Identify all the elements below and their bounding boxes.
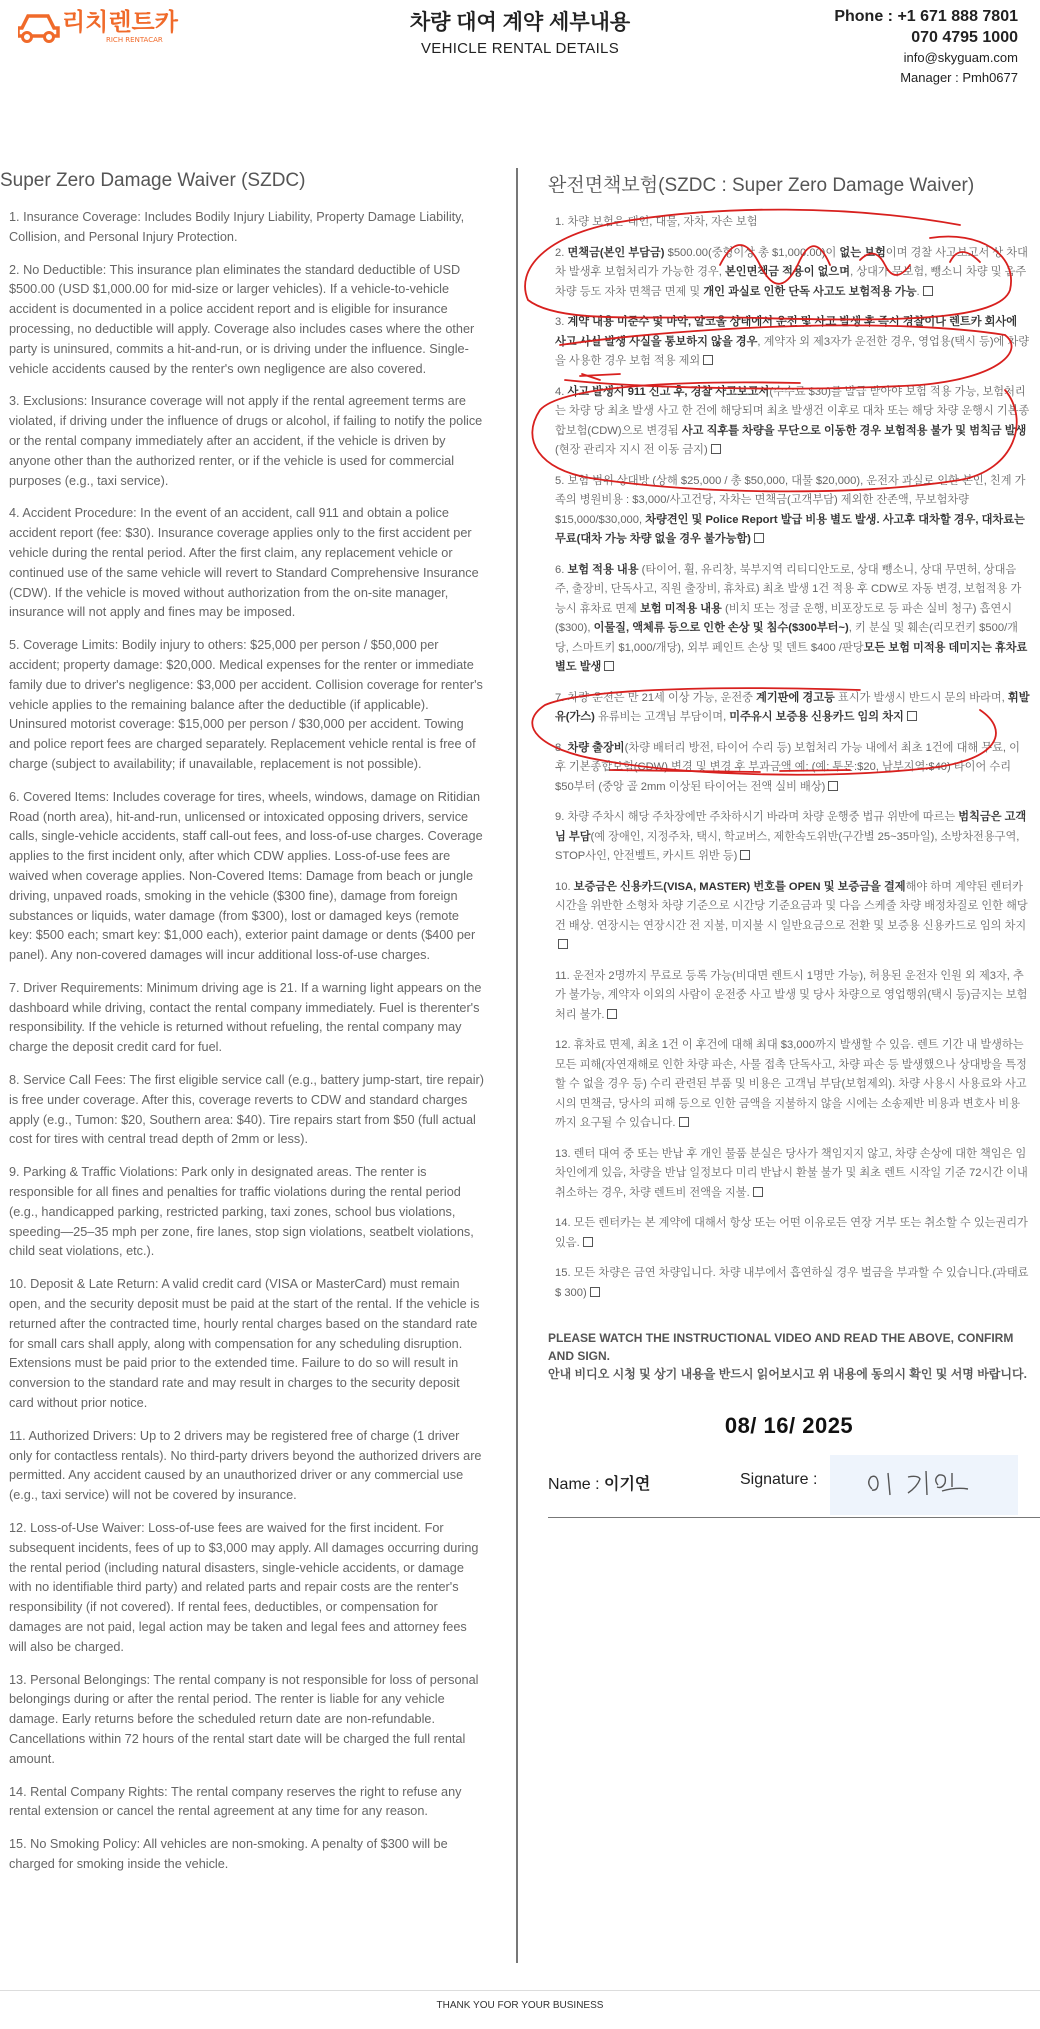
korean-term-12: 12. 휴차료 면제, 최초 1건 이 후건에 대해 최대 $3,000까지 발생할 수 있음. 렌트 기간 내 발생하는 모든 피해(자연재해로 인한 차량 파손, 사물 접촉 단독사고, 차량 파손 등 발생했으나 상대방을 특정할 수 없을 경우 등) 수리 관련된 부품 및 비용은 고객님 부담(보험제외). 차량 사용시 사용료와 사고시의 면책금, 당사의 피해 등으로 인한 금액을 지불하지 않을 시에는 소송제반 비용과 변호사 비용까지 요구될 수 있습니다.: [555, 1039, 1027, 1129]
english-terms-list: [0, 208, 484, 1875]
manager-id: Manager : Pmh0677: [900, 70, 1018, 85]
agree-checkbox[interactable]: [607, 1009, 617, 1019]
instruction-notice-english: PLEASE WATCH THE INSTRUCTIONAL VIDEO AND READ THE ABOVE, CONFIRM AND SIGN.: [548, 1331, 1014, 1363]
document-subtitle: VEHICLE RENTAL DETAILS: [420, 40, 620, 57]
agree-checkbox[interactable]: [907, 711, 917, 721]
agree-checkbox[interactable]: [754, 533, 764, 543]
contact-email: info@skyguam.com: [903, 50, 1018, 65]
signature-underline: [548, 1517, 1040, 1518]
column-divider: [516, 168, 518, 1963]
english-term-8: 8. Service Call Fees: The first eligible service call (e.g., battery jump-start, tire repair) is free under coverage. After this, coverage reverts to CDW and standard charges apply (e.g., Tumon: $20, Southern area: $40). Tire repairs start from $50 (full actual cost for tires with central tread depth of 2mm or less).: [9, 1073, 485, 1147]
name-label: Name :: [548, 1476, 605, 1493]
english-term-11: 11. Authorized Drivers: Up to 2 drivers may be registered free of charge (1 driver only for contactless rentals). No third-party drivers beyond the authorized drivers are permitted. Any accident caused by an unauthorized driver or any commercial use (e.g., taxi service) will not be covered by insurance.: [9, 1428, 482, 1503]
english-term-5: 5. Coverage Limits: Bodily injury to others: $25,000 per person / $50,000 per accident; property damage: $20,000. Medical expenses for the renter or immediate family due to driver's negligence: $3,000 per accident. Collision coverage for renter's vehicle applies to the remaining balance after the deductible (if applicable). Uninsured motorist coverage: $15,000 per person / $30,000 per accident. Towing and police report fees are charged separately. Replacement vehicle rental is free of charge (subject to availability; if unavailable, replacement is not possible).: [9, 638, 483, 771]
contact-block: [834, 6, 1018, 88]
footer-divider: [0, 1990, 1040, 1991]
korean-section-title: 완전면책보험(SZDC : Super Zero Damage Waiver): [548, 175, 975, 196]
name-field[interactable]: [548, 1471, 650, 1494]
agree-checkbox[interactable]: [583, 1237, 593, 1247]
logo-subtext: RICH RENTACAR: [106, 36, 163, 44]
contract-date[interactable]: 08/ 16/ 2025: [724, 1413, 854, 1438]
korean-term-1: 1. 차량 보험은 대인, 대물, 자차, 자손 보험: [555, 216, 758, 228]
agree-checkbox[interactable]: [703, 355, 713, 365]
korean-term-13: 13. 렌터 대여 중 또는 반납 후 개인 물품 분실은 당사가 책임지지 않고, 차량 손상에 대한 책임은 임차인에게 있음, 차량을 반납 일정보다 미리 반납시 환불 불가 및 최초 렌트 시작일 기준 72시간 이내 취소하는 경우, 차량 렌트비 전액을 지불.: [555, 1147, 1028, 1199]
agree-checkbox[interactable]: [590, 1287, 600, 1297]
agree-checkbox[interactable]: [604, 661, 614, 671]
signature-row: [548, 1455, 1030, 1519]
korean-term-11: 11. 운전자 2명까지 무료로 등록 가능(비대면 렌트시 1명만 가능), 허용된 운전자 인원 외 제3자, 추가 불가능, 계약자 이외의 사람이 운전중 사고 발생 및 당사 차량으로 영업행위(택시 등)금지는 보험 처리 불가.: [555, 969, 1028, 1021]
english-term-6: 6. Covered Items: Includes coverage for tires, wheels, windows, damage on Ritidian Road (north area), hit-and-run, unlicensed or intoxicated opposing drivers, service calls, single-vehicle accidents, staff call-out fees, and loss-of-use charges. Coverage applies to the first incident only, after which CDW applies. Loss-of-use fees are waived when coverage applies. Non-Covered Items: Damage from beach or jungle driving, unpaved roads, smoking in the vehicle ($300 fine), damage from foreign substances or liquids, water damage (from $300), lost or damaged keys (remote key: $500 each; smart key: $1,000 each), exterior paint damage or dents ($400 per panel). Any non-covered damages will incur additional loss-of-use charges.: [9, 789, 483, 963]
english-term-7: 7. Driver Requirements: Minimum driving age is 21. If a warning light appears on the dashboard while driving, contact the rental company immediately. Fuel is therenter's responsibility. If the vehicle is returned without refueling, the rental company may charge the deposit credit card for fuel.: [9, 980, 482, 1055]
english-term-1: 1. Insurance Coverage: Includes Bodily Injury Liability, Property Damage Liability, Collision, and Personal Injury Protection.: [9, 210, 465, 244]
phone-primary: Phone : +1 671 888 7801: [834, 8, 1018, 25]
agree-checkbox[interactable]: [711, 444, 721, 454]
korean-term-5: 5. 보험 범위 상대방 (상해 $25,000 / 총 $50,000, 대물 $20,000), 운전자 과실로 인한 본인, 친계 가족의 병원비용 : $3,000/사고건당, 자차는 면책금(고객부담) 제외한 잔존액, 무보험차량 $15,000/$30,000, 차량견인 및 Police Report 발급 비용 별도 발생. 사고후 대차할 경우, 대차료는 무료(대차 가능 차량 없을 경우 불가능함): [555, 474, 1026, 545]
korean-terms-list: [548, 213, 1030, 1303]
english-term-2: 2. No Deductible: This insurance plan eliminates the standard deductible of USD $500.00 (USD $1,000.00 for mid-size or larger vehicles). If a vehicle-to-vehicle accident is documented in a police accident report and is eligible for insurance processing, no deductible will apply. Coverage also includes cases where the other party is uninsured, commits a hit-and-run, or is driving under the influence. Single-vehicle accidents caused by the renter's own negligence are also covered.: [9, 262, 475, 376]
agree-checkbox[interactable]: [753, 1187, 763, 1197]
instruction-notice: [548, 1329, 1030, 1383]
signature-label: Signature :: [740, 1471, 818, 1488]
phone-secondary: 070 4795 1000: [911, 29, 1018, 46]
korean-terms-column: [548, 170, 1030, 1519]
english-term-13: 13. Personal Belongings: The rental company is not responsible for loss of personal belongings during or after the rental period. The renter is liable for any vehicle damage. Early returns before the scheduled return date are non-refundable. Cancellations within 72 hours of the rental start date will be charged the full rental amount.: [9, 1672, 479, 1766]
english-term-9: 9. Parking & Traffic Violations: Park only in designated areas. The renter is responsible for all fines and penalties for traffic violations during the rental period (e.g., handicapped parking, restricted parking, taxi zones, school bus violations, speeding—25–35 mph per zone, fire lanes, stop sign violations, seatbelt violations, child seat violations, etc.).: [9, 1165, 474, 1259]
english-term-14: 14. Rental Company Rights: The rental company reserves the right to refuse any rental extension or cancel the rental agreement at any time for any reason.: [9, 1784, 462, 1819]
footer-thanks: THANK YOU FOR YOUR BUSINESS: [436, 2000, 604, 2011]
logo-text: 리치렌트카: [62, 8, 178, 36]
english-section-title: Super Zero Damage Waiver (SZDC): [0, 170, 306, 191]
agree-checkbox[interactable]: [679, 1117, 689, 1127]
korean-term-15: 15. 모든 차량은 금연 차량입니다. 차량 내부에서 흡연하실 경우 벌금을 부과할 수 있습니다.(과태료 $ 300): [555, 1267, 1029, 1299]
english-term-3: 3. Exclusions: Insurance coverage will not apply if the rental agreement terms are violated, if driving under the influence of drugs or alcohol, if failing to notify the police or the rental company immediately after an accident, if the vehicle is driven by anyone other than the authorized renter, or if the vehicle is used for commercial purposes (e.g., taxi service).: [9, 394, 483, 488]
korean-term-4: 4. 사고 발생시 911 신고 후, 경찰 사고보고서(수수료 $30)를 발급 받아야 보험 적용 가능, 보험처리는 차량 당 최초 발생 사고 한 건에 해당되며 최초 발생건 이후로 대차 또는 해당 차량 운행시 기본종합보험(CDW)으로 변경됨 사고 직후틀 차량을 무단으로 이동한 경우 보험적용 불가 및 범칙금 발생 (현장 관리자 지시 전 이동 금지): [555, 385, 1030, 456]
agree-checkbox[interactable]: [923, 286, 933, 296]
korean-term-9: 9. 차량 주차시 해당 주차장에만 주차하시기 바라며 차량 운행중 법규 위반에 따르는 범칙금은 고객님 부담(예 장애인, 지정주차, 택시, 학교버스, 제한속도위반(구간별 25~35마일), 소방차전용구역, STOP사인, 안전벨트, 카시트 위반 등): [555, 811, 1027, 862]
korean-term-6: 6. 보험 적용 내용 (타이어, 휠, 유리창, 북부지역 리티디안도로, 상대 뺑소니, 상대 무면허, 상대음주, 출장비, 단독사고, 직원 출장비, 휴차료) 최초 발생 1건 적용 후 CDW로 자동 변경, 보험적용 가능시 휴차료 면제 보험 미적용 내용 (비치 또는 정글 운행, 비포장도로 등 파손 실비 청구) 흡연시($300), 이물질, 액체류 등으로 인한 손상 및 침수($300부터~), 키 분실 및 훼손(리모컨키 $500/개당, 스마트키 $1,000/개당), 외부 페인트 손상 및 덴트 $400 /판당모든 보험 미적용 데미지는 휴차료 별도 발생: [555, 563, 1028, 673]
korean-term-8: 8. 차량 출장비(차량 배터리 방전, 타이어 수리 등) 보험처리 가능 내에서 최초 1건에 대해 무료, 이후 기본종합보험(CDW) 변경 및 변경 후 부과금액 예: (예: 투몬:$20, 남부지역:$40) 타이어 수리 $50부터 (중앙 골 2mm 이상된 타이어는 전액 실비 배상): [555, 741, 1020, 793]
korean-term-7: 7. 차량 운전은 만 21세 이상 가능, 운전중 계기판에 경고등 표시가 발생시 반드시 문의 바라며, 휘발유(가스) 유류비는 고객님 부담이며, 미주유시 보증용 신용카드 임의 차지: [555, 691, 1030, 723]
instruction-notice-korean: 안내 비디오 시청 및 상기 내용을 반드시 읽어보시고 위 내용에 동의시 확인 및 서명 바랍니다.: [548, 1367, 1027, 1381]
english-term-4: 4. Accident Procedure: In the event of an accident, call 911 and obtain a police accident report (fee: $30). Insurance coverage applies only to the first accident per vehicle during the rental period. After the first claim, any replacement vehicle or continued use of the same vehicle will revert to Standard Comprehensive Insurance (CDW). If the vehicle is moved without authorization from the on-site manager, insurance will not apply and fines may be imposed.: [9, 506, 479, 620]
agree-checkbox[interactable]: [828, 781, 838, 791]
korean-term-2: 2. 면책금(본인 부담금) $500.00(중형이상 총 $1,000.00)이 없는 보험이며 경찰 사고보고서 상 차대차 발생후 보험처리가 가능한 경우, 본인면책금 적용이 없으며, 상대가 무보험, 뺑소니 차량 및 음주차량 등도 자차 면책금 면제 및 개인 과실로 인한 단독 사고도 보험적용 가능.: [555, 246, 1028, 298]
korean-term-10: 10. 보증금은 신용카드(VISA, MASTER) 번호를 OPEN 및 보증금을 결제해야 하며 계약된 렌터카 시간을 위반한 소형차 차량 기준으로 시간당 기준요금과 및 다음 스케줄 차량 배정차질로 인한 해당건 배상. 연장시는 연장시간 전 지불, 미지불 시 일반요금으로 전환 및 보증용 신용카드로 임의 차지: [555, 878, 1030, 956]
signature-pad[interactable]: [830, 1455, 1018, 1515]
english-term-15: 15. No Smoking Policy: All vehicles are non-smoking. A penalty of $300 will be charged for smoking inside the vehicle.: [9, 1837, 448, 1871]
korean-term-14: 14. 모든 렌터카는 본 계약에 대해서 항상 또는 어떤 이유로든 연장 거부 또는 취소할 수 있는권리가 있음.: [555, 1217, 1028, 1249]
agree-checkbox[interactable]: [558, 939, 568, 949]
agree-checkbox[interactable]: [740, 850, 750, 860]
english-terms-column: [0, 170, 484, 1888]
document-title: 차량 대여 계약 세부내용: [409, 11, 631, 34]
name-value: 이기연: [604, 1476, 651, 1493]
english-term-10: 10. Deposit & Late Return: A valid credit card (VISA or MasterCard) must remain open, and the security deposit must be paid at the start of the rental. If the vehicle is returned after the contracted time, hourly rental charges based on the standard rate for small cars shall apply, along with compensation for any scheduling disruption. Extensions must be paid prior to the extended time. Failure to do so will result in conversion to the standard rate and may result in charges to the security deposit card without prior notice.: [9, 1277, 480, 1411]
english-term-12: 12. Loss-of-Use Waiver: Loss-of-use fees are waived for the first incident. For subsequent incidents, fees of up to $3,000 may apply. All damages occurring during the rental period (including natural disasters, single-vehicle accidents, or damage with no identifiable third party) and related parts and repair costs are the renter's responsibility (if not covered). If rental fees, deductibles, or compensation for damages are not paid, legal action may be taken and legal fees and attorney fees will also be charged.: [9, 1521, 479, 1654]
korean-term-3: 3. 계약 내용 미준수 및 마약, 알코올 상태에서 운전 및 사고 발생 후 즉시 경찰이나 렌트카 회사에 사고 사실 발생 사실을 통보하지 않을 경우, 계약자 외 제3자가 운전한 경우, 영업용(택시 등)에 차량을 사용한 경우 보험 적용 제외: [555, 316, 1030, 367]
handwritten-signature-icon: [830, 1455, 1018, 1515]
